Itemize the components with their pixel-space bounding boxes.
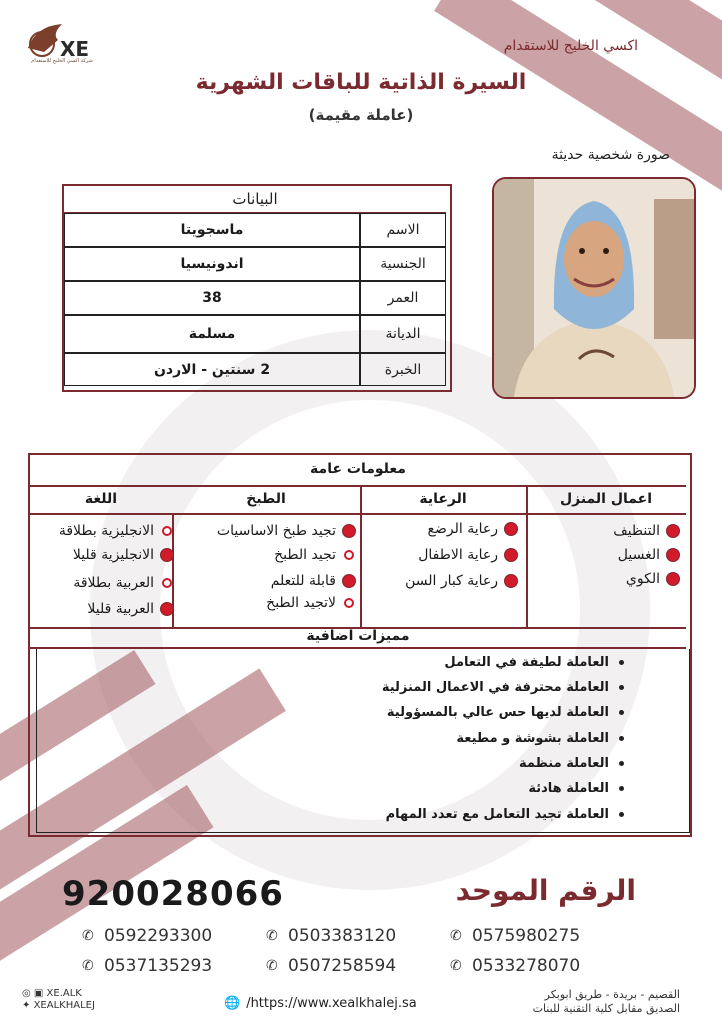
- value-experience: 2 سنتين - الاردن: [64, 353, 360, 386]
- language-item: العربية بطلاقة: [73, 575, 174, 591]
- label-age: العمر: [360, 281, 446, 315]
- feature-item: العاملة بشوشة و مطيعة: [456, 731, 624, 746]
- checked-dot-icon: [342, 574, 356, 588]
- label-name: الاسم: [360, 213, 446, 247]
- unified-number[interactable]: 920028066: [62, 874, 284, 914]
- housework-item: الكوي: [626, 571, 680, 587]
- unchecked-circle-icon: [344, 550, 354, 560]
- general-info-section: [28, 453, 692, 837]
- cooking-item: قابلة للتعلم: [271, 573, 356, 589]
- checked-dot-icon: [666, 548, 680, 562]
- phone-icon: ✆: [82, 958, 94, 974]
- label-nationality: الجنسية: [360, 247, 446, 281]
- phone-icon: ✆: [266, 958, 278, 974]
- address: القصيم - بريدة - طريق ابوبكر الصديق مقابل كلية التقنية للبنات: [532, 988, 680, 1015]
- phone-icon: ✆: [266, 928, 278, 944]
- phone-number[interactable]: ✆ 0592293300: [82, 926, 213, 946]
- phone-icon: ✆: [450, 928, 462, 944]
- globe-icon: 🌐: [224, 996, 241, 1011]
- housework-item: الغسيل: [618, 547, 680, 563]
- company-tagline: اكسي الخليج للاستقدام: [503, 38, 638, 54]
- col-header-housework: اعمال المنزل: [559, 491, 653, 507]
- features-title: مميزات اضافية: [306, 628, 410, 644]
- language-item: الانجليزية بطلاقة: [59, 523, 174, 539]
- phone-number[interactable]: ✆ 0507258594: [266, 956, 397, 976]
- phone-number[interactable]: ✆ 0533278070: [450, 956, 581, 976]
- photo-label: صورة شخصية حديثة: [551, 147, 670, 163]
- col-header-language: اللغة: [84, 491, 118, 507]
- language-item: العربية قليلا: [87, 601, 174, 617]
- checked-dot-icon: [504, 548, 518, 562]
- care-item: رعاية الاطفال: [418, 547, 518, 563]
- col-header-care: الرعاية: [419, 491, 467, 507]
- feature-item: العاملة لطيفة في التعامل: [444, 655, 624, 670]
- value-nationality: اندونيسيا: [64, 247, 360, 281]
- svg-text:XE: XE: [60, 37, 90, 61]
- unchecked-circle-icon: [162, 526, 172, 536]
- cooking-item: تجيد طبخ الاساسيات: [217, 523, 356, 539]
- social-handles[interactable]: ◎ ▣ XE.ALK ✦ XEALKHALEJ: [22, 988, 95, 1011]
- phone-number[interactable]: ✆ 0503383120: [266, 926, 397, 946]
- label-religion: الديانة: [360, 315, 446, 353]
- checked-dot-icon: [160, 602, 174, 616]
- twitter-icon: ✦: [22, 1000, 31, 1011]
- checked-dot-icon: [666, 524, 680, 538]
- profile-photo: [492, 177, 696, 399]
- label-experience: الخبرة: [360, 353, 446, 386]
- feature-item: العاملة هادئة: [528, 781, 624, 796]
- col-header-cooking: الطبخ: [246, 491, 286, 507]
- feature-item: العاملة تجيد التعامل مع تعدد المهام: [386, 807, 624, 822]
- feature-item: العاملة محترفة في الاعمال المنزلية: [382, 680, 624, 695]
- value-age: 38: [64, 281, 360, 315]
- checked-dot-icon: [666, 572, 680, 586]
- phone-number[interactable]: ✆ 0575980275: [450, 926, 581, 946]
- value-religion: مسلمة: [64, 315, 360, 353]
- feature-item: العاملة لديها حس عالي بالمسؤولية: [387, 705, 624, 720]
- personal-data-table: [62, 184, 452, 392]
- page-subtitle: (عاملة مقيمة): [308, 106, 414, 124]
- website-link[interactable]: 🌐 /https://www.xealkhalej.sa: [224, 996, 417, 1011]
- instagram-icon: ◎ ▣: [22, 988, 44, 999]
- checked-dot-icon: [504, 574, 518, 588]
- language-item: الانجليزية قليلا: [73, 547, 174, 563]
- checked-dot-icon: [160, 548, 174, 562]
- checked-dot-icon: [504, 522, 518, 536]
- feature-item: العاملة منظمة: [519, 756, 624, 771]
- phone-icon: ✆: [82, 928, 94, 944]
- phone-icon: ✆: [450, 958, 462, 974]
- unified-number-label: الرقم الموحد: [455, 874, 636, 907]
- care-item: رعاية الرضع: [428, 521, 518, 537]
- housework-item: التنظيف: [613, 523, 680, 539]
- cooking-item: لاتجيد الطبخ: [266, 595, 356, 611]
- value-name: ماسجويتا: [64, 213, 360, 247]
- page-title: السيرة الذاتية للباقات الشهرية: [195, 70, 527, 95]
- unchecked-circle-icon: [162, 578, 172, 588]
- cooking-item: تجيد الطبخ: [274, 547, 356, 563]
- unchecked-circle-icon: [344, 598, 354, 608]
- care-item: رعاية كبار السن: [405, 573, 518, 589]
- data-table-title: البيانات: [232, 190, 278, 208]
- checked-dot-icon: [342, 524, 356, 538]
- logo-subtext: شركة اكسي الخليج للاستقدام: [31, 58, 93, 64]
- general-info-title: معلومات عامة: [310, 461, 406, 477]
- phone-number[interactable]: ✆ 0537135293: [82, 956, 213, 976]
